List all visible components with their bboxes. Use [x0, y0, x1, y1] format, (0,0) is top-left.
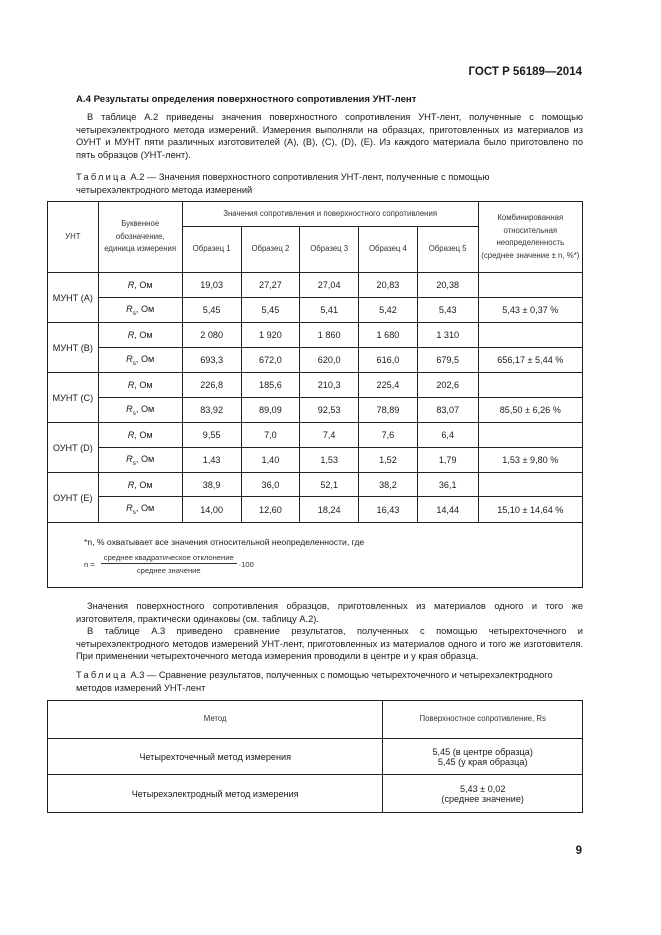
table-a3 — [47, 700, 583, 813]
rs-value-cell: 14,44 — [417, 497, 478, 523]
table-a3-caption — [76, 669, 583, 694]
r-value-cell: 1 860 — [300, 323, 359, 348]
r-value-cell: 7,4 — [300, 423, 359, 448]
footnote-text: *n, % охватывает все значения относительной неопределенности, где — [84, 537, 365, 547]
rs-label-cell: $R_s$, Ом — [98, 497, 182, 523]
combined-empty-cell — [478, 273, 582, 298]
r-value-cell: 20,83 — [359, 273, 418, 298]
r-value-cell: 1 310 — [417, 323, 478, 348]
header-sample-1: Образец 1 — [182, 227, 241, 273]
formula-denominator: среднее значение — [136, 566, 201, 575]
intro-text: В таблице А.2 приведены значения поверхностного сопротивления УНТ-лент, полученные с помощью четырехэлектродного метода измерений. Измерения выполняли на образцах, приготовленных из материалов из ОУНТ и МУНТ пяти различных изготовителей (А), (В), (С), (D), (Е). Из каждого материала было приготовлено по пять образцов (УНТ-лент). — [76, 112, 583, 160]
combined-empty-cell — [478, 323, 582, 348]
table-row — [48, 739, 583, 775]
rs-value-cell: 5,43 — [417, 298, 478, 323]
formula-fraction — [101, 553, 237, 575]
header-sample-3: Образец 3 — [300, 227, 359, 273]
rs-value-cell: 16,43 — [359, 497, 418, 523]
r-value-cell: 36,0 — [241, 473, 300, 497]
r-value-cell: 38,9 — [182, 473, 241, 497]
table-row — [48, 323, 583, 348]
rs-value-cell: 12,60 — [241, 497, 300, 523]
table-row — [48, 497, 583, 523]
r-value-cell: 202,6 — [417, 373, 478, 398]
r-label-cell: R, Ом — [98, 323, 182, 348]
r-value-cell: 19,03 — [182, 273, 241, 298]
value-line: (среднее значение) — [441, 793, 524, 804]
r-value-cell: 1 680 — [359, 323, 418, 348]
combined-value-cell: 15,10 ± 14,64 % — [478, 497, 582, 523]
r-value-cell: 226,8 — [182, 373, 241, 398]
table-row — [48, 473, 583, 497]
unt-name-cell: МУНТ (А) — [48, 273, 99, 323]
method-cell: Четырехточечный метод измерения — [48, 739, 383, 775]
r-label-cell: R, Ом — [98, 423, 182, 448]
footnote-row — [48, 523, 583, 588]
table-row — [48, 273, 583, 298]
section-title: А.4 Результаты определения поверхностного сопротивления УНТ-лент — [76, 94, 417, 105]
header-method: Метод — [48, 701, 383, 739]
table-row — [48, 775, 583, 813]
r-value-cell: 38,2 — [359, 473, 418, 497]
header-sample-5: Образец 5 — [417, 227, 478, 273]
combined-empty-cell — [478, 473, 582, 497]
formula-tail: ·100 — [238, 559, 254, 569]
combined-value-cell: 656,17 ± 5,44 % — [478, 348, 582, 373]
r-value-cell: 225,4 — [359, 373, 418, 398]
rs-label-cell: $R_s$, Ом — [98, 348, 182, 373]
rs-value-cell: 83,07 — [417, 398, 478, 423]
rs-value-cell: 14,00 — [182, 497, 241, 523]
r-value-cell: 7,6 — [359, 423, 418, 448]
rs-value-cell: 1,52 — [359, 448, 418, 473]
rs-value-cell: 1,40 — [241, 448, 300, 473]
intro-paragraph — [76, 111, 583, 161]
r-value-cell: 2 080 — [182, 323, 241, 348]
combined-value-cell: 85,50 ± 6,26 % — [478, 398, 582, 423]
r-label-cell: R, Ом — [98, 273, 182, 298]
r-value-cell: 1 920 — [241, 323, 300, 348]
header-combined: Комбинированная относительная неопределенность (среднее значение ± n, %*) — [478, 202, 582, 273]
r-value-cell: 27,04 — [300, 273, 359, 298]
document-header: ГОСТ Р 56189—2014 — [468, 66, 582, 78]
combined-empty-cell — [478, 373, 582, 398]
mid-paragraphs — [76, 600, 583, 663]
rs-value-cell: 18,24 — [300, 497, 359, 523]
value-cell — [383, 775, 583, 813]
rs-value-cell: 78,89 — [359, 398, 418, 423]
value-cell — [383, 739, 583, 775]
r-value-cell: 185,6 — [241, 373, 300, 398]
r-value-cell: 210,3 — [300, 373, 359, 398]
combined-value-cell: 1,53 ± 9,80 % — [478, 448, 582, 473]
rs-value-cell: 1,53 — [300, 448, 359, 473]
table-a3-caption-label: Таблица — [76, 670, 128, 680]
rs-label-cell: $R_s$, Ом — [98, 398, 182, 423]
header-resistance: Поверхностное сопротивление, Rs — [383, 701, 583, 739]
value-line: 5,45 (у края образца) — [437, 756, 528, 767]
r-value-cell: 6,4 — [417, 423, 478, 448]
rs-value-cell: 5,45 — [182, 298, 241, 323]
rs-value-cell: 89,09 — [241, 398, 300, 423]
rs-value-cell: 83,92 — [182, 398, 241, 423]
r-value-cell: 20,38 — [417, 273, 478, 298]
value-line: 5,43 ± 0,02 — [459, 783, 506, 794]
mid-paragraph: В таблице А.3 приведено сравнение результатов, полученных с помощью четырехточечного и четырехэлектродного методов измерений УНТ-лент, приготовленных из материалов одного и того же изготовителя. При применении четырехточечного метода измерения проводили в центре и у края образца. — [76, 626, 583, 661]
table-row — [48, 423, 583, 448]
table-a2-caption — [76, 171, 583, 196]
mid-paragraph: Значения поверхностного сопротивления образцов, приготовленных из материалов одного и того же изготовителя, практически одинаковы (см. таблицу А.2). — [76, 601, 583, 624]
header-sample-2: Образец 2 — [241, 227, 300, 273]
r-value-cell: 27,27 — [241, 273, 300, 298]
page-number: 9 — [575, 845, 582, 857]
unt-name-cell: ОУНТ (Е) — [48, 473, 99, 523]
r-value-cell: 7,0 — [241, 423, 300, 448]
unt-name-cell: МУНТ (В) — [48, 323, 99, 373]
table-a2-caption-label: Таблица — [76, 172, 128, 182]
table-a3-caption-text: А.3 — Сравнение результатов, полученных с помощью четырехточечного и четырехэлектродного методов измерений УНТ-лент — [76, 670, 553, 693]
rs-value-cell: 693,3 — [182, 348, 241, 373]
r-value-cell: 9,55 — [182, 423, 241, 448]
table-a2 — [47, 201, 583, 588]
rs-value-cell: 620,0 — [300, 348, 359, 373]
rs-value-cell: 92,53 — [300, 398, 359, 423]
rs-label-cell: $R_s$, Ом — [98, 448, 182, 473]
table-row — [48, 298, 583, 323]
combined-value-cell: 5,43 ± 0,37 % — [478, 298, 582, 323]
rs-value-cell: 1,43 — [182, 448, 241, 473]
uncertainty-formula — [84, 553, 580, 575]
combined-empty-cell — [478, 423, 582, 448]
header-sample-4: Образец 4 — [359, 227, 418, 273]
rs-value-cell: 5,45 — [241, 298, 300, 323]
rs-value-cell: 5,42 — [359, 298, 418, 323]
r-label-cell: R, Ом — [98, 373, 182, 398]
r-value-cell: 36,1 — [417, 473, 478, 497]
table-row — [48, 348, 583, 373]
header-unt: УНТ — [48, 202, 99, 273]
rs-value-cell: 5,41 — [300, 298, 359, 323]
table-a2-caption-text: А.2 — Значения поверхностного сопротивления УНТ-лент, полученные с помощью четырехэлектродного метода измерений — [76, 172, 490, 195]
r-label-cell: R, Ом — [98, 473, 182, 497]
formula-lhs: n = — [84, 559, 95, 569]
rs-value-cell: 672,0 — [241, 348, 300, 373]
unt-name-cell: ОУНТ (D) — [48, 423, 99, 473]
rs-value-cell: 679,5 — [417, 348, 478, 373]
formula-numerator: среднее квадратическое отклонение — [101, 553, 237, 564]
unt-name-cell: МУНТ (С) — [48, 373, 99, 423]
header-values-group: Значения сопротивления и поверхностного сопротивления — [182, 202, 478, 227]
value-line: 5,45 (в центре образца) — [432, 746, 533, 757]
r-value-cell: 52,1 — [300, 473, 359, 497]
rs-value-cell: 616,0 — [359, 348, 418, 373]
rs-label-cell: $R_s$, Ом — [98, 298, 182, 323]
table-row — [48, 373, 583, 398]
table-row — [48, 448, 583, 473]
rs-value-cell: 1,79 — [417, 448, 478, 473]
footnote-cell — [48, 523, 583, 588]
table-row — [48, 398, 583, 423]
method-cell: Четырехэлектродный метод измерения — [48, 775, 383, 813]
header-designation: Буквенное обозначение, единица измерения — [98, 202, 182, 273]
